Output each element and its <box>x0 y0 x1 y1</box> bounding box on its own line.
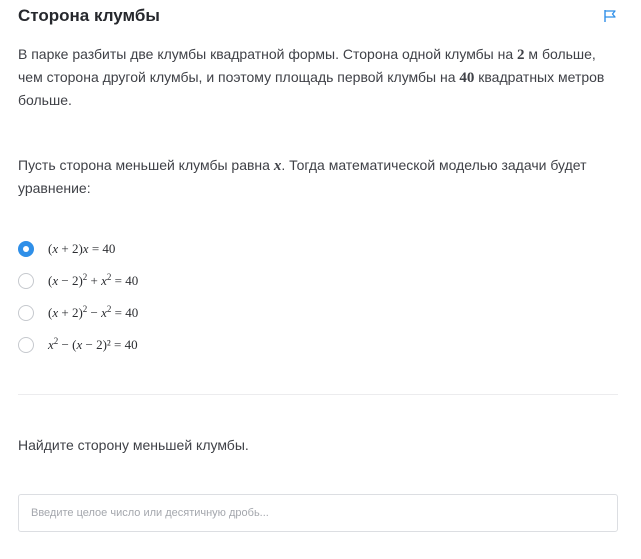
option-equation: (x + 2)x = 40 <box>48 241 116 256</box>
equation-option[interactable] <box>18 329 138 361</box>
prompt-text-2: . Тогда математической моделью задачи будет уравнение: <box>18 157 587 196</box>
statement-number-1: 2 <box>517 47 525 63</box>
task-statement <box>18 43 618 111</box>
prompt-text-1: Пусть сторона меньшей клумбы равна <box>18 157 274 173</box>
statement-text-2: м больше, чем сторона другой клумбы, и поэтому площадь первой клумбы на <box>18 46 596 85</box>
prompt-variable: x <box>273 158 282 174</box>
option-equation: $(x - 2)^2 + x^2 = 40$ <box>48 272 139 288</box>
statement-number-2: 40 <box>459 70 475 86</box>
equation-option[interactable] <box>18 297 138 329</box>
statement-text-3: квадратных метров больше. <box>18 69 605 108</box>
question-text: Найдите сторону меньшей клумбы. <box>18 437 249 453</box>
option-radio[interactable] <box>18 337 34 353</box>
equation-option[interactable] <box>18 233 138 265</box>
option-equation: $x^2 - (x - 2)^2 = 40$ <box>48 336 138 352</box>
statement-text-1: В парке разбиты две клумбы квадратной формы. Сторона одной клумбы на <box>18 46 518 62</box>
option-radio[interactable] <box>18 273 34 289</box>
answer-input[interactable] <box>18 494 618 532</box>
option-equation: $(x + 2)^2 - x^2 = 40$ <box>48 304 139 320</box>
option-radio[interactable] <box>18 305 34 321</box>
equation-options <box>18 233 138 361</box>
task-title: Сторона клумбы <box>18 6 160 25</box>
option-radio[interactable] <box>18 241 34 257</box>
section-divider <box>18 394 618 395</box>
report-flag-icon[interactable] <box>603 9 617 23</box>
model-prompt <box>18 154 618 199</box>
equation-option[interactable] <box>18 265 138 297</box>
